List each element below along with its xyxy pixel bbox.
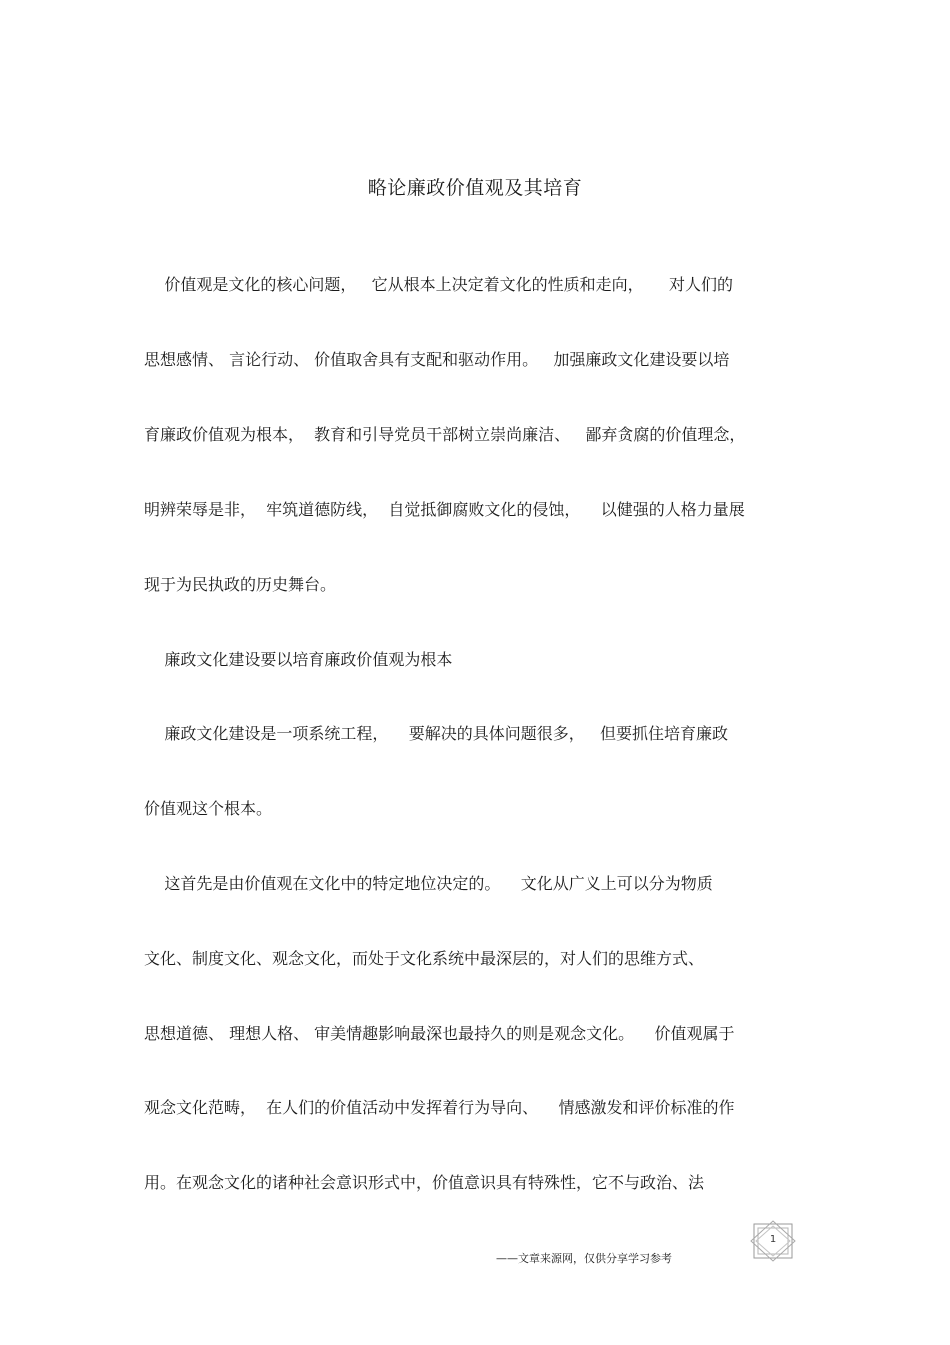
- page-number: 1: [769, 1234, 777, 1245]
- body-line-3: 育廉政价值观为根本， 教育和引导党员干部树立崇尚廉洁、 鄙弃贪腐的价值理念，: [144, 425, 746, 444]
- body-line-13: 用。在观念文化的诸种社会意识形式中，价值意识具有特殊性，它不与政治、法: [144, 1173, 705, 1192]
- page-number-badge: [750, 1220, 796, 1262]
- body-line-2: 思想感情、 言论行动、 价值取舍具有支配和驱动作用。 加强廉政文化建设要以培: [144, 350, 730, 369]
- body-line-8: 价值观这个根本。: [144, 799, 273, 818]
- body-line-1: 价值观是文化的核心问题， 它从根本上决定着文化的性质和走向， 对人们的: [144, 275, 734, 294]
- body-line-11: 思想道德、 理想人格、 审美情趣影响最深也最持久的则是观念文化。 价值观属于: [144, 1024, 735, 1043]
- document-title: 略论廉政价值观及其培育: [367, 177, 583, 199]
- footer-source-note: ——文章来源网，仅供分享学习参考: [496, 1252, 672, 1265]
- body-line-5: 现于为民执政的历史舞台。: [144, 575, 337, 594]
- body-line-10: 文化、制度文化、观念文化，而处于文化系统中最深层的，对人们的思维方式、: [144, 949, 705, 968]
- body-line-7: 廉政文化建设是一项系统工程， 要解决的具体问题很多， 但要抓住培育廉政: [144, 724, 728, 743]
- section-heading: 廉政文化建设要以培育廉政价值观为根本: [144, 650, 453, 669]
- body-line-12: 观念文化范畴， 在人们的价值活动中发挥着行为导向、 情感激发和评价标准的作: [144, 1098, 735, 1117]
- body-line-9: 这首先是由价值观在文化中的特定地位决定的。 文化从广义上可以分为物质: [144, 874, 713, 893]
- body-line-4: 明辨荣辱是非， 牢筑道德防线， 自觉抵御腐败文化的侵蚀， 以健强的人格力量展: [144, 500, 745, 519]
